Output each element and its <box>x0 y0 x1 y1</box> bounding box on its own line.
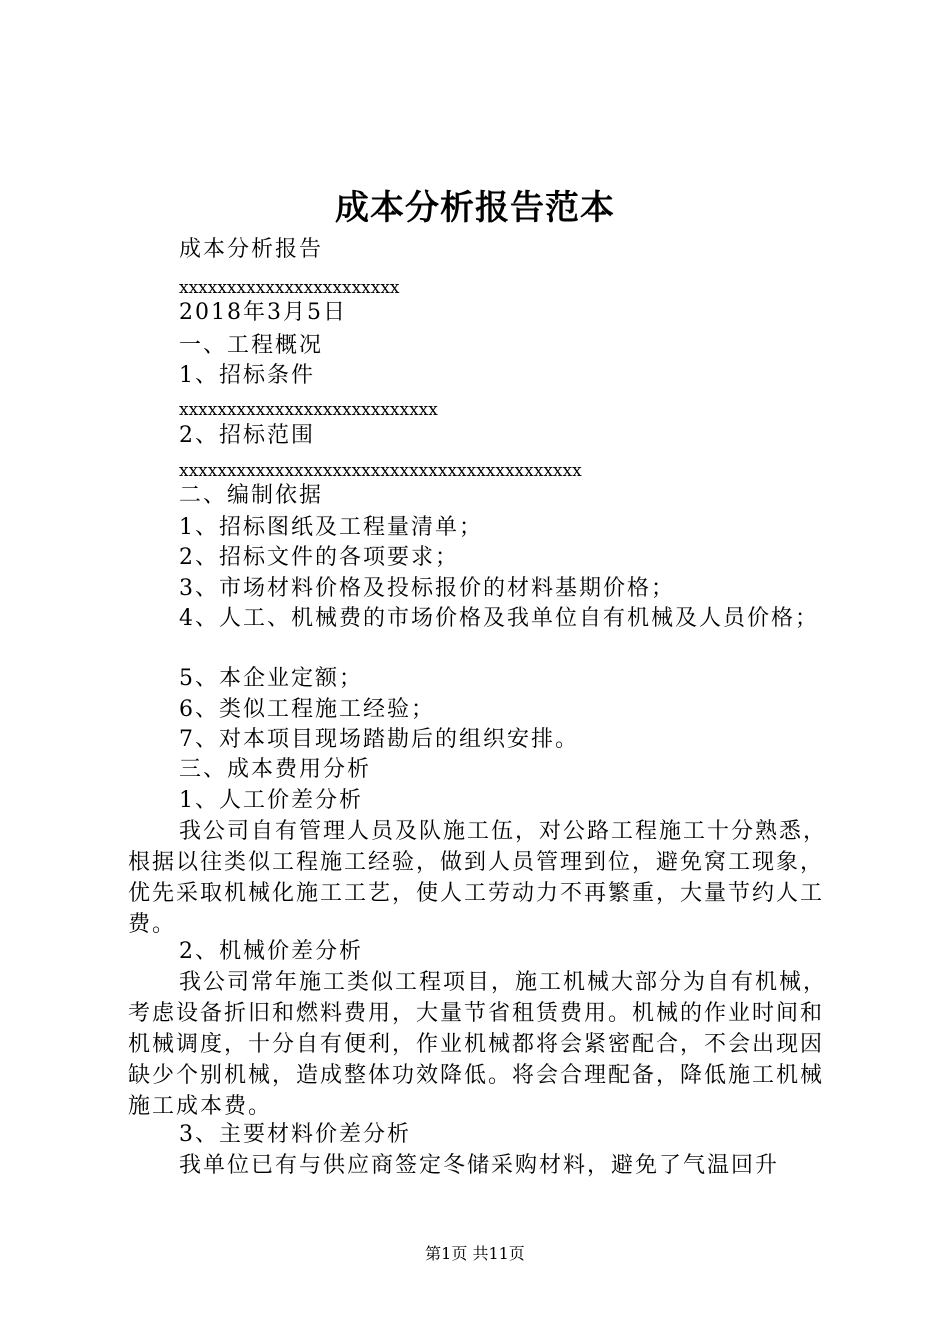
section-heading: 三、成本费用分析 <box>179 757 372 782</box>
subsection-heading: 3、主要材料价差分析 <box>179 1122 411 1147</box>
item-heading: 1、招标条件 <box>179 363 315 388</box>
paragraph: 我公司自有管理人员及队施工伍，对公路工程施工十分熟悉，根据以往类似工程施工经验，做到人员管理到位，避免窝工现象，优先采取机械化施工工艺，使人工劳动力不再繁重，大量节约人工费。 <box>128 819 828 937</box>
list-item: 1、招标图纸及工程量清单； <box>179 515 483 540</box>
page-footer: 第1页 共11页 <box>425 1244 525 1263</box>
paragraph: 我单位已有与供应商签定冬储采购材料，避免了气温回升 <box>179 1153 780 1178</box>
placeholder-text: xxxxxxxxxxxxxxxxxxxxxxxxxxx <box>179 400 438 420</box>
document-title: 成本分析报告范本 <box>335 188 615 228</box>
list-item: 2、招标文件的各项要求； <box>179 545 459 570</box>
section-heading: 一、工程概况 <box>179 333 324 358</box>
list-item: 4、人工、机械费的市场价格及我单位自有机械及人员价格； <box>179 606 819 631</box>
report-subtitle: 成本分析报告 <box>179 237 324 262</box>
subsection-heading: 2、机械价差分析 <box>179 939 363 964</box>
list-item: 7、对本项目现场踏勘后的组织安排。 <box>179 727 579 752</box>
list-item: 5、本企业定额； <box>179 666 363 691</box>
placeholder-text: xxxxxxxxxxxxxxxxxxxxxxxxxxxxxxxxxxxxxxxxxx <box>179 461 582 481</box>
list-item: 6、类似工程施工经验； <box>179 697 435 722</box>
report-date: 2018年3月5日 <box>179 300 347 325</box>
list-item: 3、市场材料价格及投标报价的材料基期价格； <box>179 576 675 601</box>
paragraph: 我公司常年施工类似工程项目，施工机械大部分为自有机械，考虑设备折旧和燃料费用，大量节省租赁费用。机械的作业时间和机械调度，十分自有便利，作业机械都将会紧密配合，不会出现因缺少个别机械，造成整体功效降低。将会合理配备，降低施工机械施工成本费。 <box>128 970 828 1119</box>
item-heading: 2、招标范围 <box>179 423 315 448</box>
subsection-heading: 1、人工价差分析 <box>179 788 363 813</box>
section-heading: 二、编制依据 <box>179 483 324 508</box>
placeholder-text: xxxxxxxxxxxxxxxxxxxxxxx <box>179 278 400 298</box>
